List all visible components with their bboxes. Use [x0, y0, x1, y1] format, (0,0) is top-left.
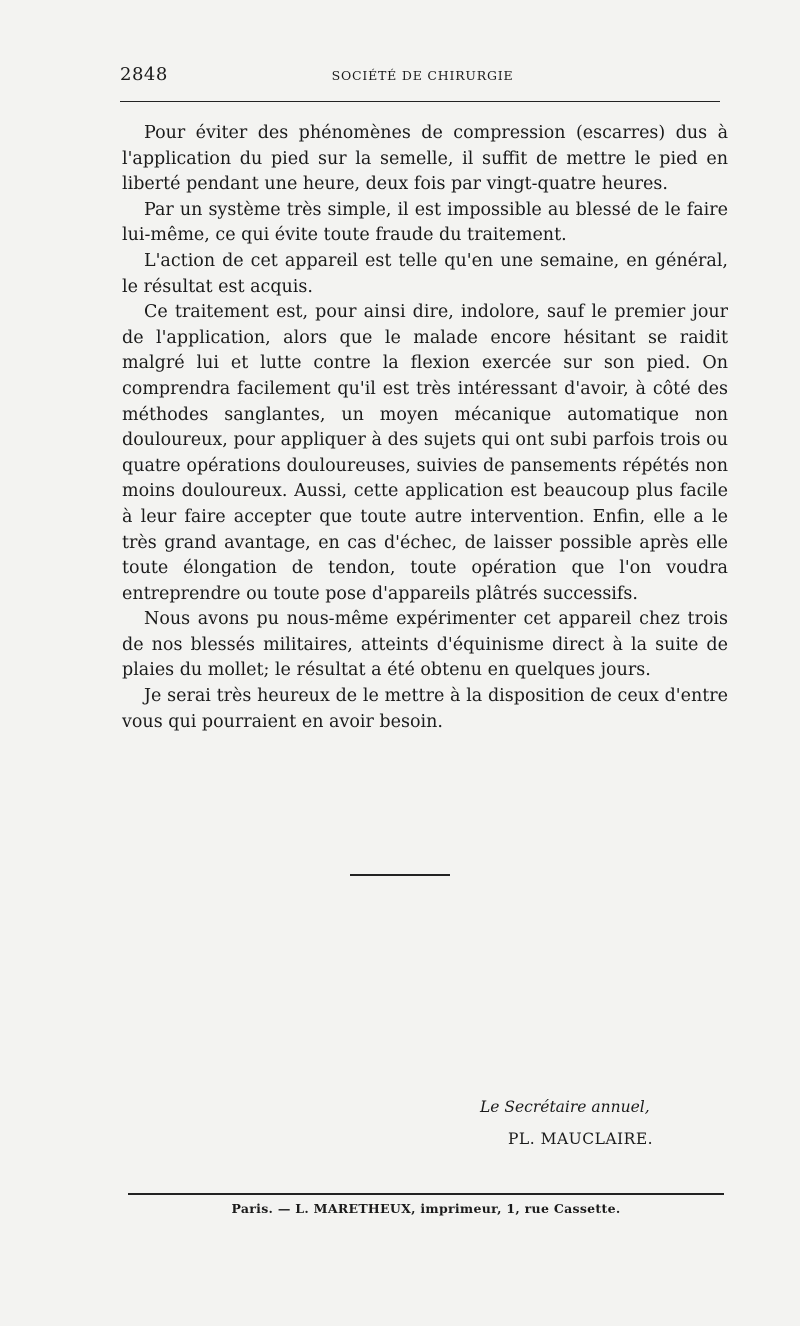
signature-block: [470, 1094, 720, 1152]
body-text: [122, 121, 728, 735]
paragraph: Je serai très heureux de le mettre à la disposition de ceux d'entre vous qui pourraient en avoir besoin.: [122, 686, 728, 732]
paragraph: Par un système très simple, il est impossible au blessé de le faire lui-même, ce qui évite toute fraude du traitement.: [122, 199, 728, 246]
footer-rule: [128, 1193, 724, 1195]
signature-role: Le Secrétaire annuel,: [480, 1098, 650, 1116]
running-head: [120, 64, 725, 90]
printer-imprint: Paris. — L. MARETHEUX, imprimeur, 1, rue Cassette.: [231, 1201, 621, 1216]
signature-name: PL. MAUCLAIRE.: [508, 1130, 654, 1148]
paragraph: Nous avons pu nous-même expérimenter cet appareil chez trois de nos blessés militaires, atteints d'équinisme direct à la suite de plaies du mollet; le résultat a été obtenu en quelques jours.: [122, 609, 728, 681]
paragraph: Pour éviter des phénomènes de compression (escarres) dus à l'application du pied sur la semelle, il suffit de mettre le pied en liberté pendant une heure, deux fois par vingt-quatre heures.: [122, 123, 728, 195]
page-number: 2848: [120, 64, 168, 85]
paragraph: Ce traitement est, pour ainsi dire, indolore, sauf le premier jour de l'application, alors que le malade encore hésitant se raidit malgré lui et lutte contre la flexion exercée sur son pied. On comprendra facilement qu'il est très intéressant d'avoir, à côté des méthodes sanglantes, un moyen mécanique automatique non douloureux, pour appliquer à des sujets qui ont subi parfois trois ou quatre opérations douloureuses, suivies de pansements répétés non moins douloureux. Aussi, cette application est beaucoup plus facile à leur faire accepter que toute autre intervention. Enfin, elle a le très grand avantage, en cas d'échec, de laisser possible après elle toute élongation de tendon, toute opération que l'on voudra entreprendre ou toute pose d'appareils plâtrés successifs.: [122, 302, 728, 604]
paragraph: L'action de cet appareil est telle qu'en une semaine, en général, le résultat est acquis.: [122, 250, 728, 297]
header-rule: [120, 101, 720, 102]
section-divider: [350, 874, 450, 876]
journal-title: SOCIÉTÉ DE CHIRURGIE: [331, 68, 514, 83]
